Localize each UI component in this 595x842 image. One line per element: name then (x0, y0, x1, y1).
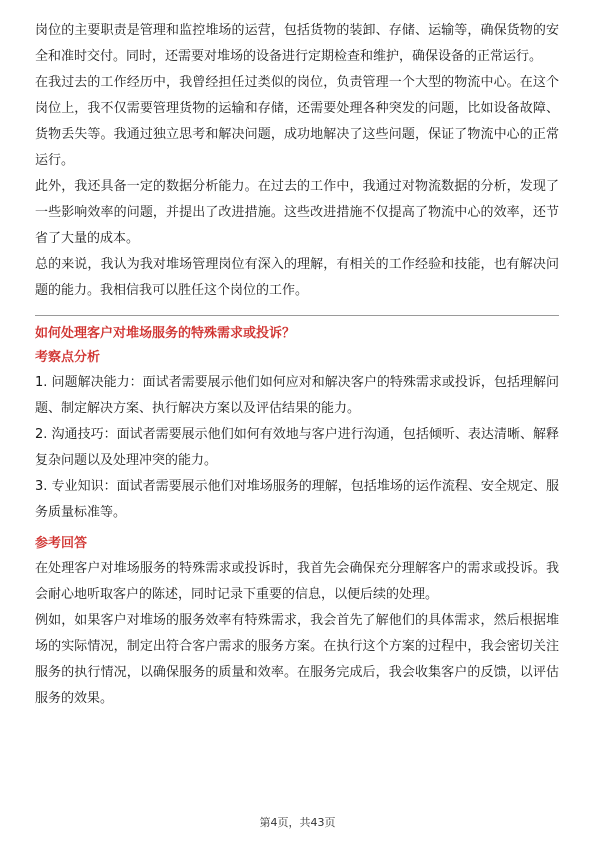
paragraph: 在我过去的工作经历中，我曾经担任过类似的岗位，负责管理一个大型的物流中心。在这个岗位上，我不仅需要管理货物的运输和存储，还需要处理各种突发的问题，比如设备故障、货物丢失等。我通过独立思考和解决问题，成功地解决了这些问题，保证了物流中心的正常运行。 (35, 75, 559, 168)
analysis-point: 3. 专业知识：面试者需要展示他们对堆场服务的理解，包括堆场的运作流程、安全规定、服务质量标准等。 (35, 479, 559, 520)
document-page (35, 18, 559, 712)
section-divider (35, 315, 559, 316)
paragraph: 总的来说，我认为我对堆场管理岗位有深入的理解，有相关的工作经验和技能，也有解决问题的能力。我相信我可以胜任这个岗位的工作。 (35, 257, 559, 298)
analysis-point: 2. 沟通技巧：面试者需要展示他们如何有效地与客户进行沟通，包括倾听、表达清晰、解释复杂问题以及处理冲突的能力。 (35, 427, 559, 468)
answer-paragraph: 例如，如果客户对堆场的服务效率有特殊需求，我会首先了解他们的具体需求，然后根据堆场的实际情况，制定出符合客户需求的服务方案。在执行这个方案的过程中，我会密切关注服务的执行情况，以确保服务的质量和效率。在服务完成后，我会收集客户的反馈，以评估服务的效果。 (35, 613, 559, 706)
answer-heading: 参考回答 (35, 536, 88, 551)
answer-paragraph: 在处理客户对堆场服务的特殊需求或投诉时，我首先会确保充分理解客户的需求或投诉。我会耐心地听取客户的陈述，同时记录下重要的信息，以便后续的处理。 (35, 561, 559, 602)
question-title: 如何处理客户对堆场服务的特殊需求或投诉？ (35, 326, 296, 341)
analysis-point: 1. 问题解决能力：面试者需要展示他们如何应对和解决客户的特殊需求或投诉，包括理解问题、制定解决方案、执行解决方案以及评估结果的能力。 (35, 375, 559, 416)
paragraph: 岗位的主要职责是管理和监控堆场的运营，包括货物的装卸、存储、运输等，确保货物的安全和准时交付。同时，还需要对堆场的设备进行定期检查和维护，确保设备的正常运行。 (35, 23, 559, 64)
page-number: 第4页，共43页 (259, 816, 336, 829)
paragraph: 此外，我还具备一定的数据分析能力。在过去的工作中，我通过对物流数据的分析，发现了一些影响效率的问题，并提出了改进措施。这些改进措施不仅提高了物流中心的效率，还节省了大量的成本。 (35, 179, 559, 246)
analysis-heading: 考察点分析 (35, 350, 101, 365)
